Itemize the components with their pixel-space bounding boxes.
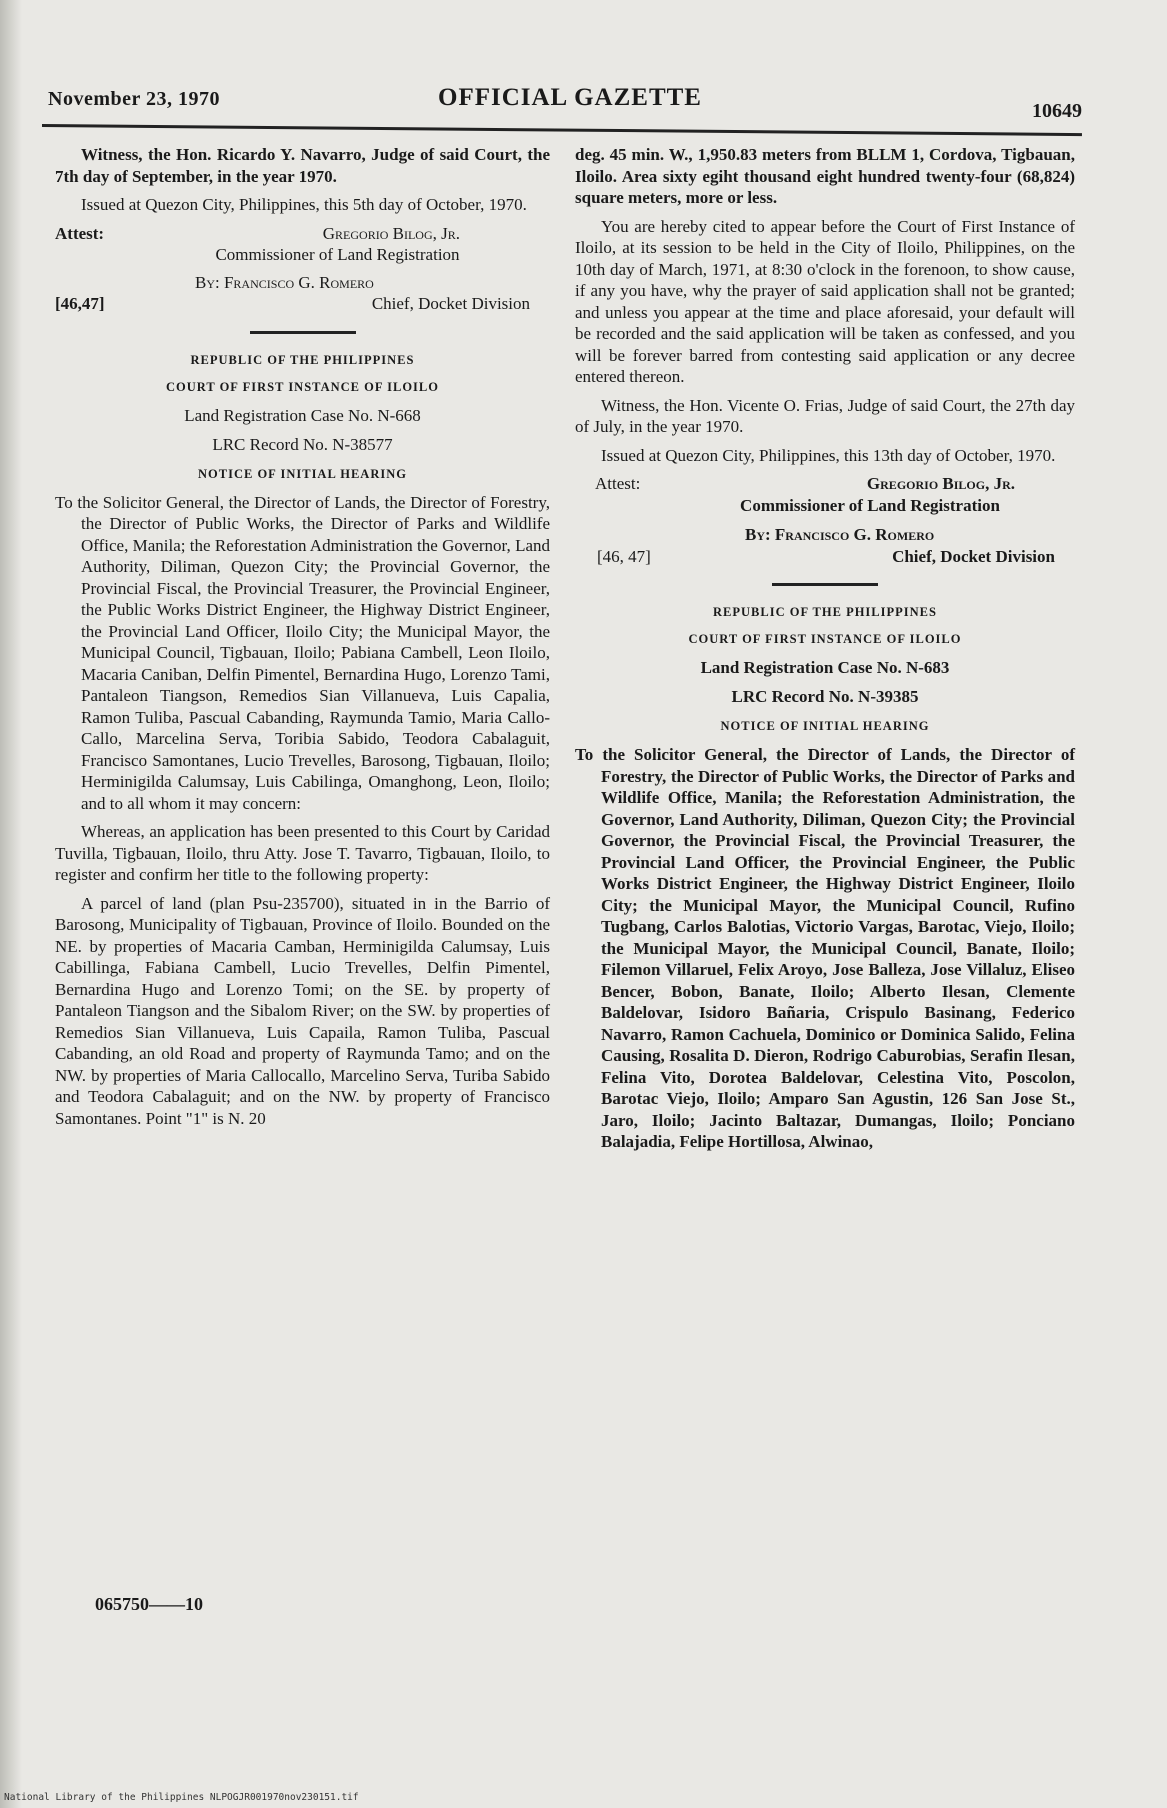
signer-name-2: By: Francisco G. Romero [745, 525, 935, 544]
running-head [40, 78, 1100, 122]
publication-title: OFFICIAL GAZETTE [438, 84, 702, 111]
republic-heading: REPUBLIC OF THE PHILIPPINES [190, 352, 415, 367]
parcel-paragraph: A parcel of land (plan Psu-235700), situated in in the Barrio of Barosong, Municipality of Tigbauan, Province of Iloilo. Bounded on the NE. by properties of Macaria Camban, Herminigilda Calumsay, Luis Cabillinga, Fabiana Cambell, Lucio Trevelles, Delfin Pimentel, Bernardina Hugo and Lorenzo Tomi; on the SE. by property of Pantaleon Tiangson and the Sibalom River; on the SW. by properties of Remedios Sian Villanueva, Luis Capaila, Ramon Tuliba, Pascual Cabanding, an old Road and property of Raymunda Tamo; and on the NW. by properties of Maria Callocallo, Marcelino Serva, Turiba Sabido and Teodora Cabalaguit; and on the NW. by property of Francisco Samontanes. Point "1" is N. 20 [55, 893, 550, 1128]
attest-name-2: Gregorio Bilog, Jr. [866, 474, 1015, 493]
signer-row [55, 293, 550, 315]
case-number-2: Land Registration Case No. N-683 [700, 658, 950, 677]
attest-title: Commissioner of Land Registration [215, 245, 460, 264]
signer-name: By: Francisco G. Romero [195, 272, 374, 292]
scan-credit: National Library of the Philippines NLPOGJR001970nov230151.tif [4, 1792, 359, 1803]
addressees-paragraph-2: To the Solicitor General, the Director of Lands, the Director of Forestry, the Director of Public Works, the Director of Parks and Wildlife Office, Manila; the Reforestation Administration, the Governor, Land Authority, Diliman, Quezon City; the Provincial Governor, the Provincial Fiscal, the Provincial Treasurer, the Provincial Land Officer, the Provincial Engineer, the Public Works District Engineer, the Highway District Engineer, Iloilo City; the Municipal Mayor, the Municipal Council, Rufino Tugbang, Carlos Balotias, Victorio Vargas, Barotac, Viejo, Iloilo; the Municipal Mayor, the Municipal Council, Banate, Iloilo; Filemon Villaruel, Felix Aroyo, Jose Balleza, Jose Villaluz, Eliseo Bencer, Bobon, Banate, Iloilo; Alberto Ilesan, Clemente Baldelovar, Isidoro Bañaria, Crispulo Basinang, Federico Navarro, Ramon Cachuela, Dominico or Dominica Salido, Felina Causing, Rosalita D. Dieron, Rodrigo Caburobias, Serafin Ilesan, Felina Vito, Dorotea Baldelovar, Celestina Vito, Poscolon, Barotac Viejo, Iloilo; Amparo San Agustin, 126 San Jose St., Jaro, Iloilo; Jacinto Baltazar, Dumangas, Iloilo; Ponciano Balajadia, Felipe Hortillosa, Alwinao, [575, 745, 1075, 1151]
republic-heading-2: REPUBLIC OF THE PHILIPPINES [713, 605, 937, 619]
signer-title: Chief, Docket Division [371, 294, 530, 313]
left-column [55, 144, 550, 1136]
issue-date: November 23, 1970 [48, 88, 220, 110]
signer-row-2 [575, 546, 1075, 568]
lrc-record-2: LRC Record No. N-39385 [731, 687, 919, 706]
attest-name: Gregorio Bilog, Jr. [322, 223, 460, 243]
addressees-paragraph: To the Solicitor General, the Director of Lands, the Director of Forestry, the Director of Public Works, the Director of Parks and Wildlife Office, Manila; the Reforestation Administration the Governor, Land Authority, Diliman, Quezon City; the Provincial Governor, the Provincial Fiscal, the Provincial Treasurer, the Provincial Engineer, the Public Works District Engineer, the Highway District Engineer, the Provincial Land Officer, Iloilo City; the Municipal Mayor, the Municipal Council, Tigbauan, Iloilo; Pabiana Cambell, Leon Iloilo, Macaria Caniban, Delfin Pimentel, Bernardina Hugo, Lorenzo Tami, Pantaleon Tiangson, Remedios Sian Villanueva, Luis Capalia, Ramon Tuliba, Pascual Cabanding, Raymunda Tamio, Maria Callo-Callo, Marcelina Serva, Toribia Sabido, Teodora Cabalaguit, Francisco Samontanes, Lucio Trevelles, Barosong, Tigbauan, Iloilo; Herminigilda Calumsay, Luis Cabilinga, Omanghong, Leon, Iloilo; and to all whom it may concern: [55, 492, 550, 813]
attest-label-2: Attest: [595, 474, 641, 493]
issued-paragraph: Issued at Quezon City, Philippines, this 5th day of October, 1970. [81, 195, 527, 214]
page-number: 10649 [1032, 100, 1082, 122]
issued-paragraph-2: Issued at Quezon City, Philippines, this 13th day of October, 1970. [601, 445, 1056, 465]
attest-row-2 [575, 473, 1075, 495]
court-heading: COURT OF FIRST INSTANCE OF ILOILO [165, 379, 439, 394]
header-rule [42, 124, 1082, 136]
cited-paragraph: You are hereby cited to appear before the Court of First Instance of Iloilo, at its session to be held in the City of Iloilo, Philippines, on the 10th day of March, 1971, at 8:30 o'clock in the forenoon, to show cause, if any you have, why the prayer of said application shall not be granted; and unless you appear at the time and place aforesaid, your default will be recorded and the said application will be taken as confessed, and you will be forever barred from contesting said application or any decree entered thereon. [575, 216, 1075, 386]
case-number: Land Registration Case No. N-668 [184, 405, 421, 425]
reference-number-2: [46, 47] [597, 546, 651, 566]
attest-label: Attest: [55, 223, 105, 243]
section-divider [250, 331, 356, 334]
whereas-paragraph: Whereas, an application has been presented to this Court by Caridad Tuvilla, Tigbauan, Iloilo, thru Atty. Jose T. Tavarro, Tigbauan, Iloilo, to register and confirm her title to the following property: [55, 822, 550, 884]
lrc-record: LRC Record No. N-38577 [212, 434, 393, 454]
scan-shadow [0, 0, 22, 1808]
continued-paragraph: deg. 45 min. W., 1,950.83 meters from BLLM 1, Cordova, Tigbauan, Iloilo. Area sixty egiht thousand eight hundred twenty-four (68,824) square meters, more or less. [575, 145, 1075, 207]
attest-title-2: Commissioner of Land Registration [740, 495, 1000, 515]
section-divider-2 [772, 583, 878, 586]
witness-paragraph-2: Witness, the Hon. Vicente O. Frias, Judge of said Court, the 27th day of July, in the year 1970. [575, 395, 1075, 436]
court-heading-2: COURT OF FIRST INSTANCE OF ILOILO [688, 632, 962, 646]
attest-row [55, 223, 550, 245]
reference-number: [46,47] [55, 294, 105, 313]
right-column [575, 144, 1075, 1160]
print-code: 065750——10 [95, 1594, 203, 1614]
witness-paragraph: Witness, the Hon. Ricardo Y. Navarro, Judge of said Court, the 7th day of September, in the year 1970. [55, 145, 550, 186]
notice-heading-2: NOTICE OF INITIAL HEARING [720, 719, 930, 733]
notice-heading: NOTICE OF INITIAL HEARING [198, 466, 407, 481]
signer-title-2: Chief, Docket Division [892, 546, 1055, 566]
